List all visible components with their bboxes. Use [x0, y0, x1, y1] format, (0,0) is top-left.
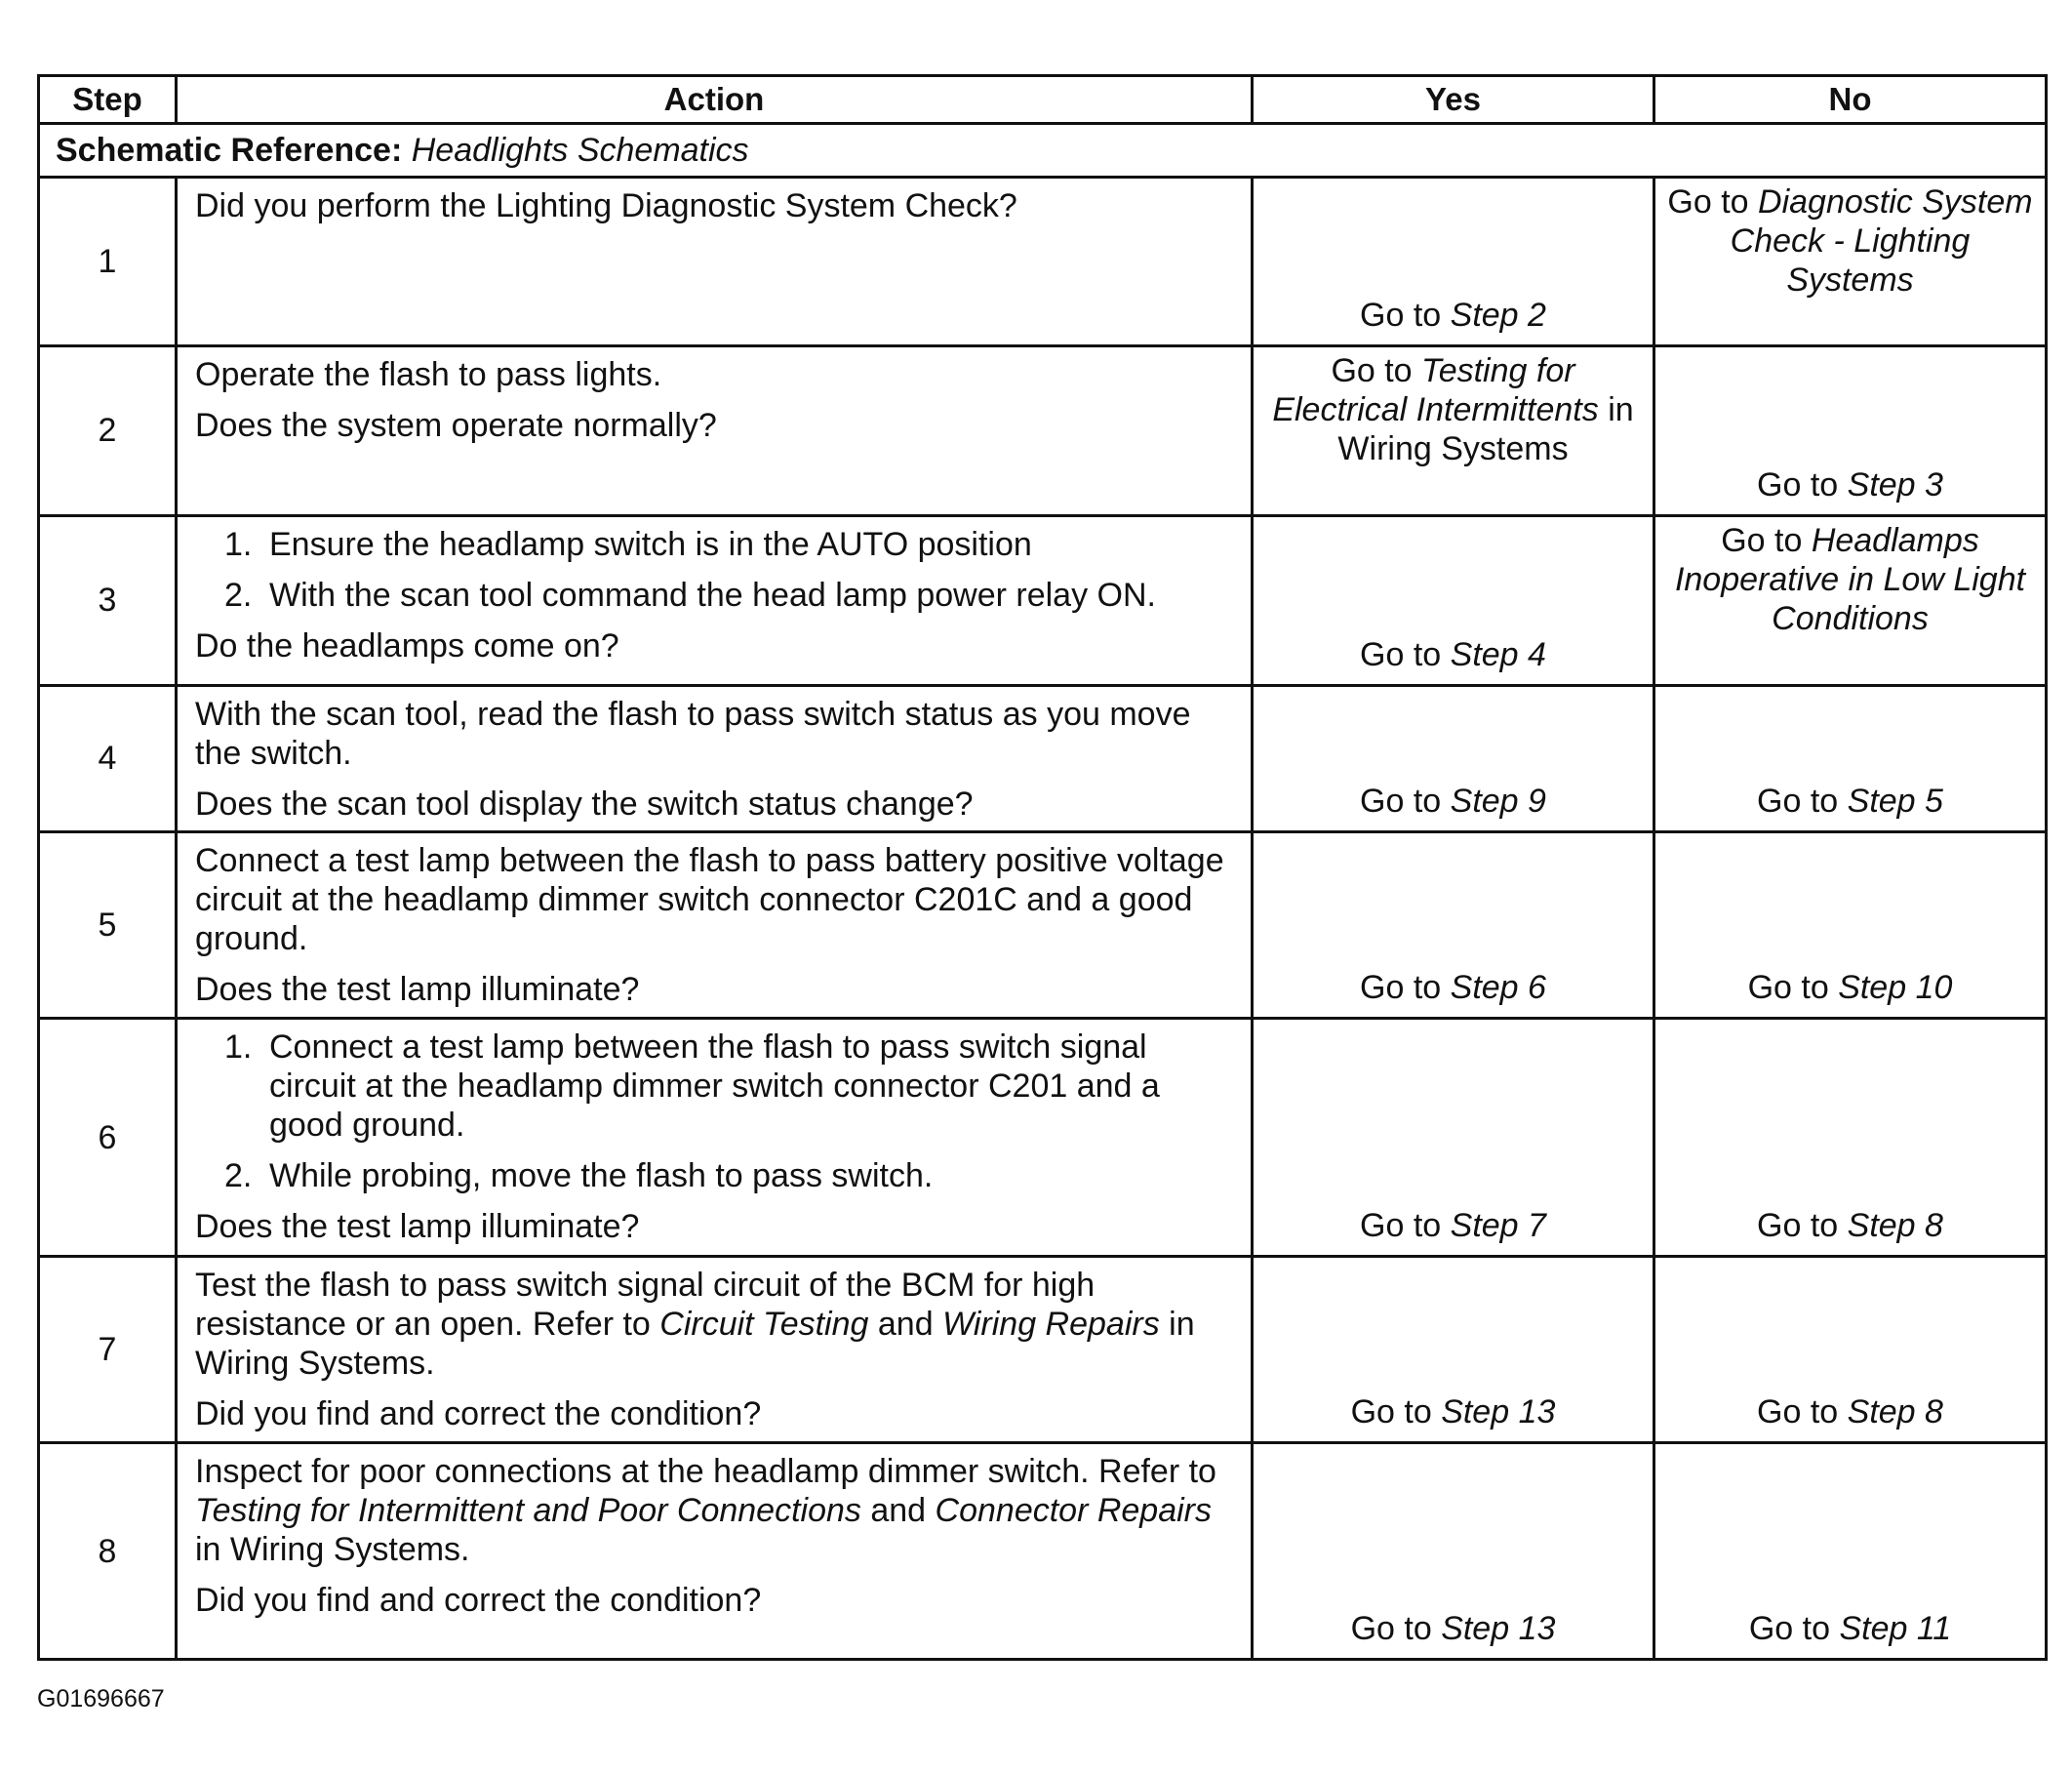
step-row	[39, 832, 2047, 1019]
reference-link-text: Testing for Intermittent and Poor Connections	[195, 1492, 861, 1530]
text-run: Go to	[1748, 1610, 1840, 1647]
step-no-result	[1654, 1443, 2047, 1660]
list-item-number: 2.	[224, 1157, 253, 1195]
text-run: Go to	[1360, 969, 1451, 1007]
text-run: Do the headlamps come on?	[195, 626, 619, 665]
step-no-result	[1654, 1257, 2047, 1443]
step-row	[39, 345, 2047, 515]
step-yes-result	[1253, 1257, 1654, 1443]
reference-link-text: Testing for Electrical Intermittents	[1272, 351, 1599, 428]
action-paragraph	[195, 406, 1235, 445]
step-yes-result	[1253, 345, 1654, 515]
step-action	[177, 177, 1253, 345]
action-paragraph	[195, 1394, 1235, 1433]
text-run: in Wiring Systems	[1337, 390, 1634, 467]
text-run: and	[860, 1492, 936, 1530]
header-step: Step	[39, 76, 177, 124]
text-run: and	[868, 1306, 943, 1344]
reference-link-text: Step 11	[1839, 1610, 1952, 1647]
reference-link-text: Diagnostic System Check - Lighting Systems	[1730, 182, 2033, 299]
step-no-result	[1654, 515, 2047, 685]
step-action	[177, 345, 1253, 515]
step-action	[177, 685, 1253, 832]
text-run: Did you perform the Lighting Diagnostic System Check?	[195, 186, 1017, 224]
text-run: in Wiring Systems.	[195, 1306, 1195, 1383]
reference-link-text: Step 5	[1847, 783, 1943, 821]
action-paragraph	[195, 186, 1235, 225]
text-run: Go to	[1747, 969, 1839, 1007]
step-no-result	[1654, 685, 2047, 832]
step-number: 3	[39, 515, 177, 685]
reference-link-text: Step 3	[1847, 465, 1943, 504]
step-row	[39, 515, 2047, 685]
step-number: 1	[39, 177, 177, 345]
text-run: Does the system operate normally?	[195, 406, 717, 444]
step-no-result	[1654, 832, 2047, 1019]
reference-link-text: Step 6	[1450, 969, 1546, 1007]
reference-link-text: Circuit Testing	[659, 1306, 869, 1344]
header-action: Action	[177, 76, 1253, 124]
step-no-result	[1654, 345, 2047, 515]
step-yes-result	[1253, 832, 1654, 1019]
step-yes-result	[1253, 1019, 1654, 1257]
step-yes-result	[1253, 685, 1654, 832]
list-item-text	[269, 576, 1235, 615]
text-run: Go to	[1360, 783, 1451, 821]
action-paragraph	[195, 785, 1235, 824]
text-run: Does the test lamp illuminate?	[195, 971, 640, 1009]
text-run: Go to	[1350, 1610, 1442, 1647]
text-run: Inspect for poor connections at the headlamp dimmer switch. Refer to	[195, 1453, 1216, 1491]
text-run: Go to	[1667, 182, 1759, 221]
text-run: Go to	[1757, 1393, 1848, 1431]
action-paragraph	[195, 626, 1235, 665]
text-run: With the scan tool command the head lamp power relay ON.	[269, 576, 1156, 614]
step-no-result	[1654, 177, 2047, 345]
reference-link-text: Step 4	[1450, 635, 1546, 673]
text-run: Connect a test lamp between the flash to pass switch signal circuit at the headlamp dimmer switch connector C201 and a good ground.	[269, 1028, 1160, 1145]
diagnostic-table	[37, 74, 2048, 1661]
schematic-reference-label: Schematic Reference:	[56, 131, 403, 169]
text-run: Operate the flash to pass lights.	[195, 355, 662, 393]
text-run: Did you find and correct the condition?	[195, 1582, 762, 1620]
text-run: Did you find and correct the condition?	[195, 1395, 762, 1433]
reference-link-text: Step 9	[1450, 783, 1546, 821]
step-no-result	[1654, 1019, 2047, 1257]
schematic-reference-row	[39, 124, 2047, 178]
action-paragraph	[195, 695, 1235, 773]
reference-link-text: Connector Repairs	[935, 1492, 1213, 1530]
step-number: 6	[39, 1019, 177, 1257]
reference-link-text: Step 13	[1441, 1393, 1556, 1431]
reference-link-text: Wiring Repairs	[942, 1306, 1160, 1344]
step-row	[39, 1019, 2047, 1257]
step-yes-result	[1253, 1443, 1654, 1660]
text-run: Go to	[1757, 783, 1848, 821]
text-run: Go to	[1360, 635, 1451, 673]
text-run: Go to	[1331, 351, 1422, 389]
step-row	[39, 177, 2047, 345]
list-item-text	[269, 1156, 1235, 1195]
reference-link-text: Step 2	[1450, 296, 1546, 334]
text-run: Go to	[1757, 1207, 1848, 1245]
step-number: 5	[39, 832, 177, 1019]
text-run: While probing, move the flash to pass switch.	[269, 1157, 934, 1195]
schematic-reference-value: Headlights Schematics	[411, 131, 749, 169]
reference-link-text: Step 7	[1450, 1207, 1546, 1245]
schematic-reference	[39, 124, 2047, 178]
text-run: Test the flash to pass switch signal circuit of the BCM for high resistance or an open. Refer to	[195, 1267, 1096, 1344]
action-paragraph	[195, 1266, 1235, 1383]
reference-link-text: Headlamps Inoperative in Low Light Conditions	[1674, 521, 2026, 637]
list-item-number: 1.	[224, 525, 253, 563]
header-yes: Yes	[1253, 76, 1654, 124]
step-action	[177, 1257, 1253, 1443]
action-paragraph	[195, 970, 1235, 1009]
action-list-item	[224, 1156, 1235, 1195]
text-run: Go to	[1757, 465, 1848, 504]
list-item-text	[269, 1028, 1235, 1145]
step-row	[39, 1257, 2047, 1443]
list-item-text	[269, 525, 1235, 564]
text-run: in Wiring Systems.	[195, 1531, 470, 1569]
step-yes-result	[1253, 177, 1654, 345]
reference-link-text: Step 13	[1441, 1610, 1556, 1647]
text-run: With the scan tool, read the flash to pass switch status as you move the switch.	[195, 695, 1191, 772]
text-run: Ensure the headlamp switch is in the AUTO position	[269, 525, 1032, 563]
action-list-item	[224, 1028, 1235, 1145]
step-number: 4	[39, 685, 177, 832]
text-run: Go to	[1360, 1207, 1451, 1245]
step-yes-result	[1253, 515, 1654, 685]
action-paragraph	[195, 1452, 1235, 1569]
step-action	[177, 515, 1253, 685]
step-number: 2	[39, 345, 177, 515]
step-action	[177, 1019, 1253, 1257]
text-run: Go to	[1350, 1393, 1442, 1431]
action-paragraph	[195, 355, 1235, 394]
list-item-number: 1.	[224, 1028, 253, 1067]
step-number: 8	[39, 1443, 177, 1660]
text-run: Does the scan tool display the switch status change?	[195, 785, 974, 823]
text-run: Go to	[1360, 296, 1451, 334]
text-run: Does the test lamp illuminate?	[195, 1208, 640, 1246]
action-paragraph	[195, 1207, 1235, 1246]
header-row	[39, 76, 2047, 124]
action-paragraph	[195, 1581, 1235, 1620]
reference-link-text: Step 8	[1847, 1207, 1943, 1245]
step-action	[177, 832, 1253, 1019]
header-no: No	[1654, 76, 2047, 124]
text-run: Connect a test lamp between the flash to pass battery positive voltage circuit at the headlamp dimmer switch connector C201C and a good ground.	[195, 842, 1224, 958]
step-action	[177, 1443, 1253, 1660]
action-paragraph	[195, 841, 1235, 958]
step-row	[39, 1443, 2047, 1660]
action-list-item	[224, 576, 1235, 615]
text-run: Go to	[1721, 521, 1812, 559]
reference-link-text: Step 8	[1847, 1393, 1943, 1431]
figure-code: G01696667	[37, 1685, 165, 1713]
action-list-item	[224, 525, 1235, 564]
list-item-number: 2.	[224, 576, 253, 614]
step-row	[39, 685, 2047, 832]
reference-link-text: Step 10	[1838, 969, 1953, 1007]
step-number: 7	[39, 1257, 177, 1443]
